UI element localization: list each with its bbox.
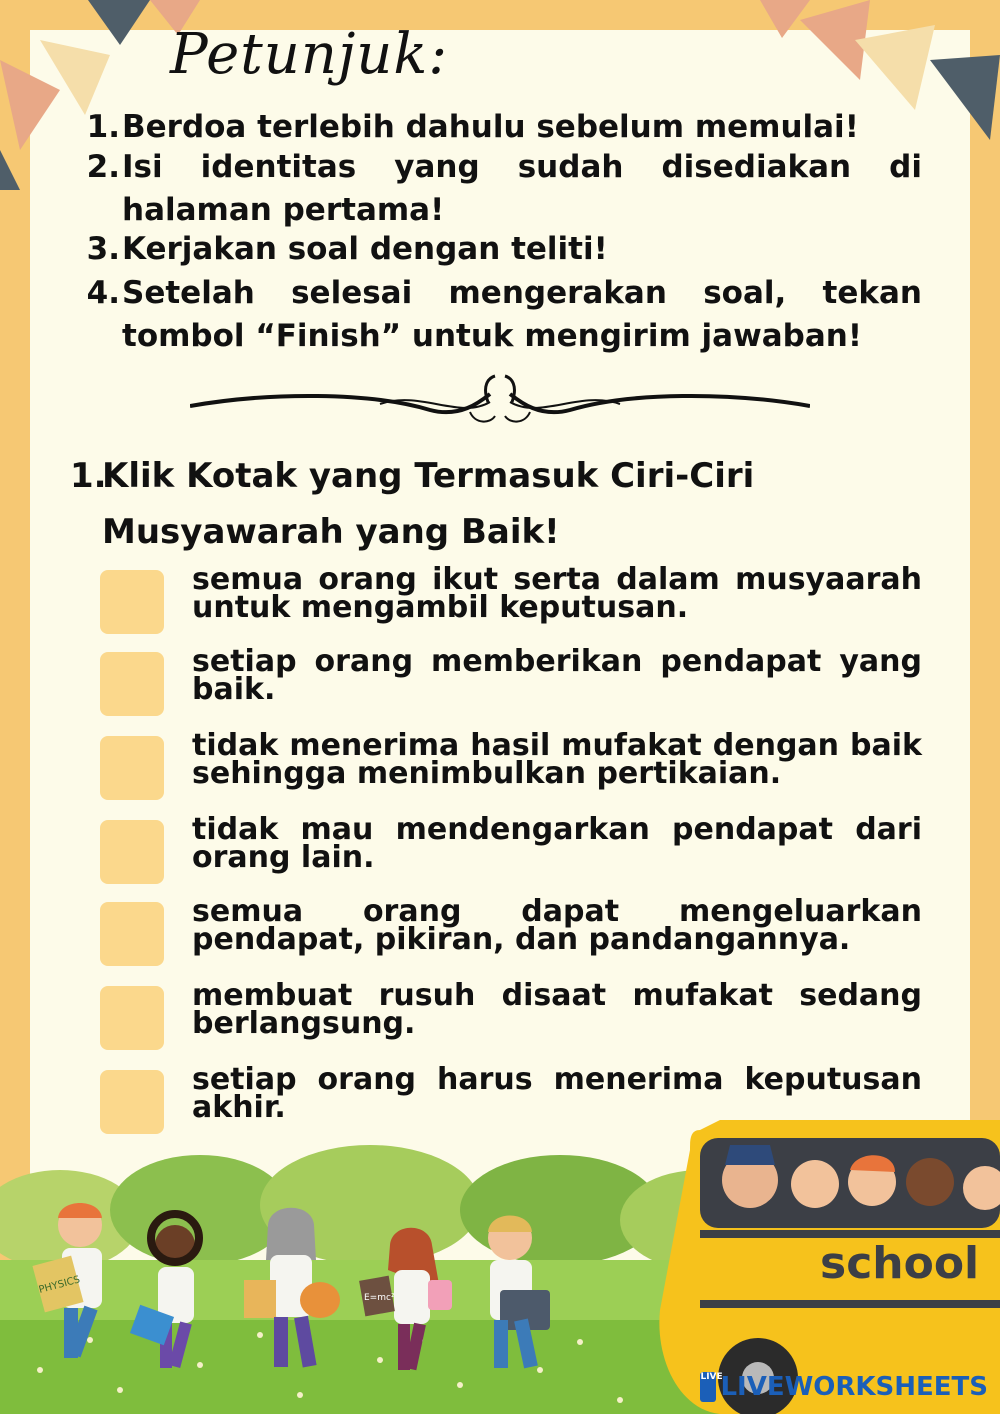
svg-text:school: school — [820, 1238, 980, 1289]
option-checkbox[interactable] — [100, 986, 164, 1050]
school-illustration — [0, 1110, 1000, 1414]
svg-text:PHYSICS: PHYSICS — [37, 1274, 82, 1296]
option-checkbox[interactable] — [100, 902, 164, 966]
instructions-title: Petunjuk: — [170, 22, 449, 87]
answer-option: semua orang dapat mengeluarkan pendapat, pikiran, dan pandangannya. — [100, 898, 922, 954]
instruction-item: 4. Setelah selesai mengerakan soal, tekan tombol “Finish” untuk mengirim jawaban! — [86, 275, 922, 354]
instruction-item: 2. Isi identitas yang sudah disediakan di halaman pertama! — [86, 149, 922, 228]
live-logo-icon: LIVE — [700, 1372, 716, 1402]
answer-option: setiap orang harus menerima keputusan akhir. — [100, 1066, 922, 1122]
option-checkbox[interactable] — [100, 736, 164, 800]
option-checkbox[interactable] — [100, 820, 164, 884]
school-bus — [659, 1120, 1000, 1414]
answer-option: membuat rusuh disaat mufakat sedang berlangsung. — [100, 982, 922, 1038]
answer-option: semua orang ikut serta dalam musyaarah untuk mengambil keputusan. — [100, 566, 922, 622]
instruction-item: 1. Berdoa terlebih dahulu sebelum memulai! — [86, 109, 859, 145]
question-heading: 1. Klik Kotak yang Termasuk Ciri-Ciri Musyawarah yang Baik! — [70, 456, 755, 552]
option-checkbox[interactable] — [100, 1070, 164, 1134]
option-checkbox[interactable] — [100, 570, 164, 634]
answer-option: tidak mau mendengarkan pendapat dari orang lain. — [100, 816, 922, 872]
ornament-divider — [190, 372, 810, 442]
answer-option: setiap orang memberikan pendapat yang baik. — [100, 648, 922, 704]
brand-name: LIVEWORKSHEETS — [720, 1372, 988, 1402]
answer-option: tidak menerima hasil mufakat dengan baik sehingga menimbulkan pertikaian. — [100, 732, 922, 788]
instruction-item: 3. Kerjakan soal dengan teliti! — [86, 231, 608, 267]
svg-text:E=mc²: E=mc² — [364, 1293, 395, 1303]
liveworksheets-logo[interactable] — [700, 1372, 988, 1402]
option-checkbox[interactable] — [100, 652, 164, 716]
